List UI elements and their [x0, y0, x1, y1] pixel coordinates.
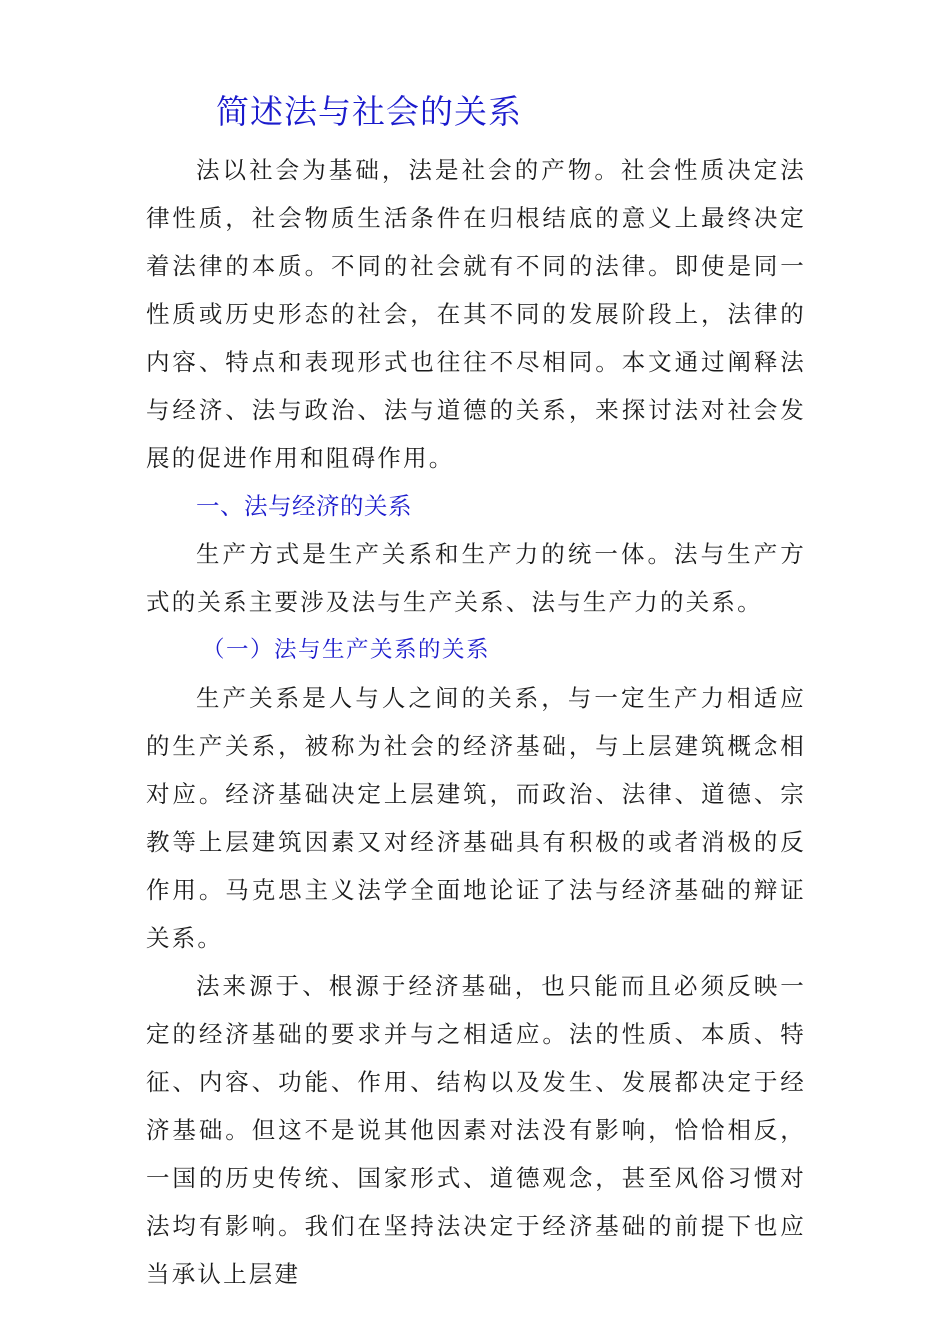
subsection-1-paragraph-1: 生产关系是人与人之间的关系，与一定生产力相适应的生产关系，被称为社会的经济基础，与上层建筑概念相对应。经济基础决定上层建筑，而政治、法律、道德、宗教等上层建筑因素又对经济基础具有积极的或者消极的反作用。马克思主义法学全面地论证了法与经济基础的辩证关系。: [146, 684, 806, 952]
section-heading-1: 一、法与经济的关系: [196, 492, 412, 520]
intro-paragraph: 法以社会为基础，法是社会的产物。社会性质决定法律性质，社会物质生活条件在归根结底的意义上最终决定着法律的本质。不同的社会就有不同的法律。即使是同一性质或历史形态的社会，在其不同的发展阶段上，法律的内容、特点和表现形式也往往不尽相同。本文通过阐释法与经济、法与政治、法与道德的关系，来探讨法对社会发展的促进作用和阻碍作用。: [146, 156, 806, 472]
subsection-1-paragraph-2: 法来源于、根源于经济基础，也只能而且必须反映一定的经济基础的要求并与之相适应。法的性质、本质、特征、内容、功能、作用、结构以及发生、发展都决定于经济基础。但这不是说其他因素对法没有影响，恰恰相反，一国的历史传统、国家形式、道德观念，甚至风俗习惯对法均有影响。我们在坚持法决定于经济基础的前提下也应当承认上层建: [146, 972, 806, 1288]
document-body: [146, 146, 806, 1298]
subsection-heading-1: （一）法与生产关系的关系: [202, 637, 491, 663]
section-1-paragraph: 生产方式是生产关系和生产力的统一体。法与生产方式的关系主要涉及法与生产关系、法与生产力的关系。: [146, 540, 806, 616]
document-title: 简述法与社会的关系: [216, 92, 522, 131]
